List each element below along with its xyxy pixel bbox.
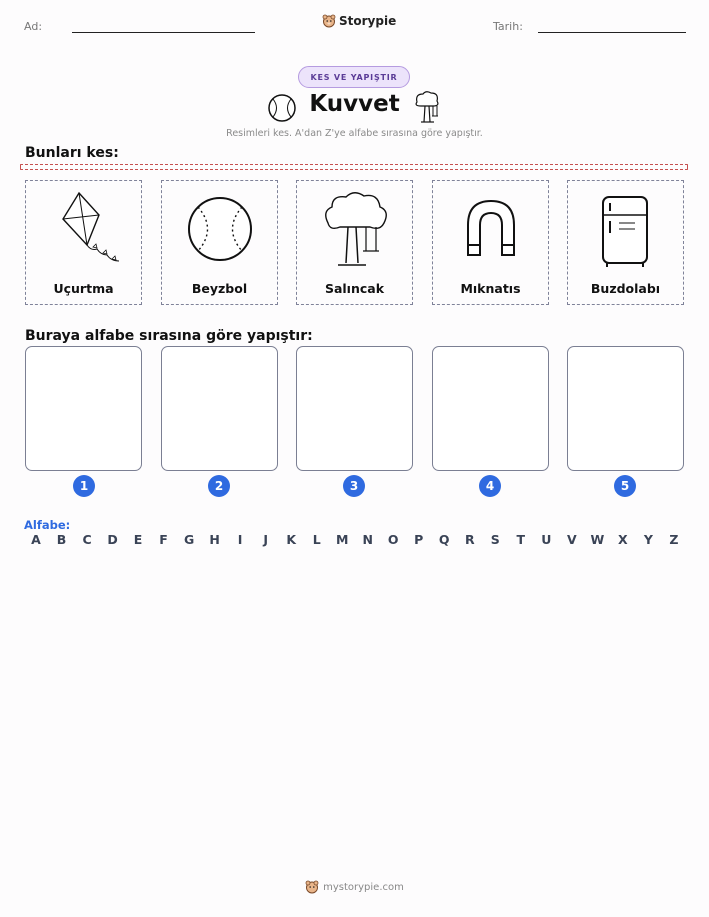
alphabet-label: Alfabe: bbox=[24, 518, 71, 532]
paste-box-1[interactable] bbox=[25, 346, 142, 471]
paste-box-2[interactable] bbox=[161, 346, 278, 471]
brand-name: Storypie bbox=[339, 14, 397, 28]
letter: C bbox=[82, 532, 92, 547]
cut-card-magnet[interactable] bbox=[432, 180, 549, 305]
letter: E bbox=[133, 532, 143, 547]
letter: X bbox=[618, 532, 628, 547]
storypie-mascot-icon bbox=[322, 14, 336, 28]
letter: P bbox=[414, 532, 424, 547]
number-badge-1: 1 bbox=[73, 475, 95, 497]
paste-heading: Buraya alfabe sırasına göre yapıştır: bbox=[25, 328, 313, 344]
letter: M bbox=[335, 532, 349, 547]
letter: Z bbox=[669, 532, 679, 547]
number-badge-4: 4 bbox=[479, 475, 501, 497]
footer-site[interactable]: mystorypie.com bbox=[323, 881, 404, 893]
letter: F bbox=[159, 532, 168, 547]
card-label: Uçurtma bbox=[53, 281, 114, 296]
refrigerator-icon bbox=[591, 189, 661, 269]
brand-logo bbox=[322, 14, 396, 28]
letter: R bbox=[464, 532, 475, 547]
letter: K bbox=[286, 532, 296, 547]
storypie-mascot-icon bbox=[305, 880, 319, 894]
card-label: Mıknatıs bbox=[460, 281, 521, 296]
page-title: Kuvvet bbox=[309, 91, 400, 117]
activity-badge: KES VE YAPIŞTIR bbox=[298, 66, 410, 88]
paste-box-3[interactable] bbox=[296, 346, 413, 471]
cut-heading: Bunları kes: bbox=[25, 145, 119, 161]
card-label: Beyzbol bbox=[191, 281, 248, 296]
number-badge-2: 2 bbox=[208, 475, 230, 497]
number-badge-5: 5 bbox=[614, 475, 636, 497]
cut-card-kite[interactable] bbox=[25, 180, 142, 305]
tree-swing-icon bbox=[413, 90, 441, 124]
paste-box-4[interactable] bbox=[432, 346, 549, 471]
name-label: Ad: bbox=[24, 20, 43, 33]
letter: B bbox=[56, 532, 67, 547]
tree-swing-icon bbox=[320, 189, 390, 269]
instructions: Resimleri kes. A'dan Z'ye alfabe sırasına göre yapıştır. bbox=[226, 128, 483, 139]
letter: Y bbox=[643, 532, 653, 547]
letter: Q bbox=[438, 532, 450, 547]
letter: D bbox=[107, 532, 118, 547]
letter: S bbox=[490, 532, 500, 547]
card-label: Buzdolabı bbox=[590, 281, 661, 296]
footer bbox=[0, 880, 709, 894]
kite-icon bbox=[49, 189, 119, 269]
letter: H bbox=[209, 532, 220, 547]
number-badge-3: 3 bbox=[343, 475, 365, 497]
date-line[interactable] bbox=[538, 32, 686, 33]
magnet-icon bbox=[456, 189, 526, 269]
cut-card-swing[interactable] bbox=[296, 180, 413, 305]
card-label: Salıncak bbox=[324, 281, 385, 296]
cut-card-baseball[interactable] bbox=[161, 180, 278, 305]
letter: W bbox=[590, 532, 605, 547]
letter: L bbox=[312, 532, 321, 547]
cut-guide-line bbox=[20, 164, 688, 170]
letter: T bbox=[516, 532, 526, 547]
alphabet-row bbox=[25, 532, 685, 547]
cut-card-fridge[interactable] bbox=[567, 180, 684, 305]
letter: A bbox=[31, 532, 41, 547]
letter: J bbox=[263, 532, 268, 547]
date-label: Tarih: bbox=[493, 20, 523, 33]
letter: V bbox=[566, 532, 577, 547]
letter: N bbox=[362, 532, 373, 547]
baseball-icon bbox=[185, 189, 255, 269]
letter: I bbox=[237, 532, 243, 547]
letter: O bbox=[387, 532, 399, 547]
paste-box-5[interactable] bbox=[567, 346, 684, 471]
letter: G bbox=[183, 532, 195, 547]
letter: U bbox=[541, 532, 552, 547]
name-line[interactable] bbox=[72, 32, 255, 33]
